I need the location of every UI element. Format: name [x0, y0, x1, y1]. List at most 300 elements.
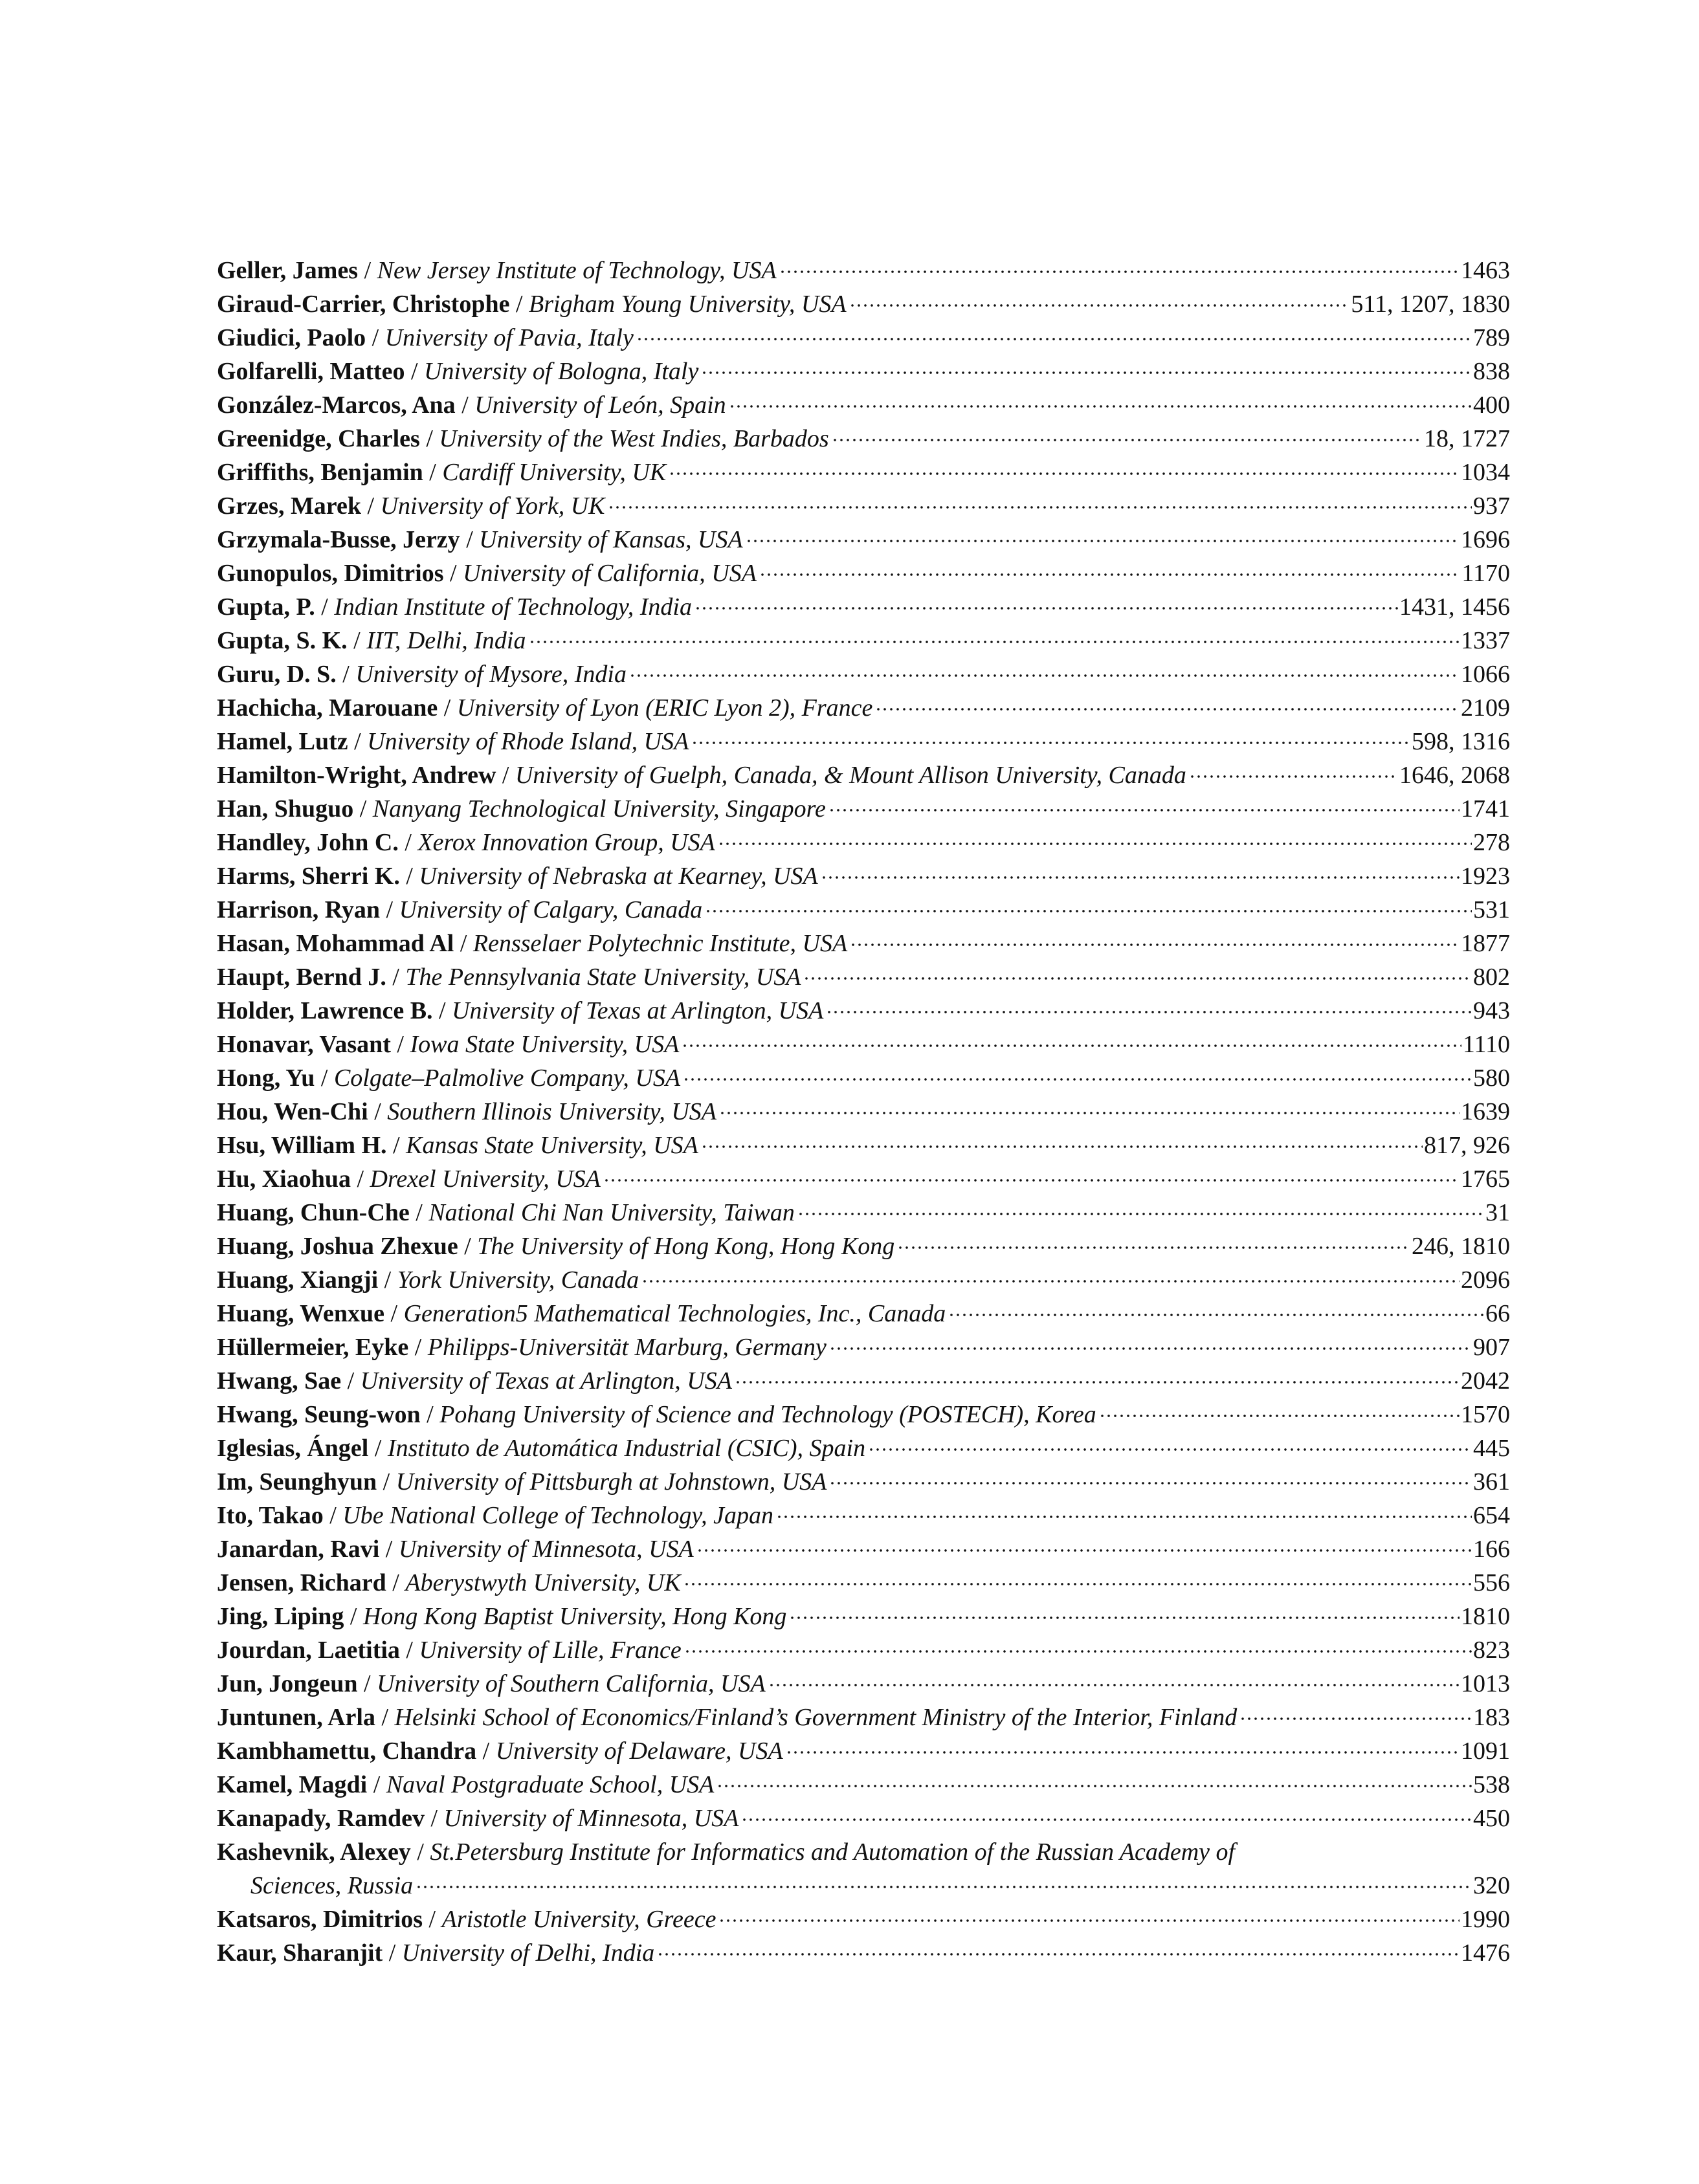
author-name: Gupta, P. [217, 593, 315, 621]
index-entry [217, 826, 1510, 859]
separator: / [374, 1098, 381, 1125]
page-numbers: 598, 1316 [1412, 728, 1510, 755]
author-index-list [217, 254, 1510, 1835]
index-entry [217, 1802, 1510, 1835]
author-name: Hüllermeier, Eyke [217, 1334, 409, 1361]
author-name: Grzymala-Busse, Jerzy [217, 526, 460, 553]
author-affiliation: IIT, Delhi, India [366, 627, 526, 654]
author-affiliation: University of California, USA [463, 560, 757, 587]
author-name: Huang, Xiangji [217, 1266, 379, 1294]
index-entry-line-1 [217, 1835, 1510, 1869]
page-numbers: 838 [1473, 358, 1510, 385]
leader-dots [657, 1952, 1460, 1957]
leader-dots [948, 1312, 1484, 1318]
page-numbers: 2042 [1461, 1367, 1510, 1395]
separator: / [464, 1233, 471, 1260]
separator: / [385, 1536, 393, 1563]
index-entry-kashevnik [217, 1835, 1510, 1903]
author-affiliation: Generation5 Mathematical Technologies, Inc., Canada [403, 1300, 946, 1327]
author-name: Hu, Xiaohua [217, 1165, 351, 1193]
author-affiliation: University of Nebraska at Kearney, USA [419, 863, 818, 890]
index-entry [217, 1734, 1510, 1768]
author-name: Katsaros, Dimitrios [217, 1906, 423, 1933]
page-numbers: 802 [1473, 964, 1510, 991]
leader-dots [1099, 1413, 1460, 1418]
index-entry [217, 1162, 1510, 1196]
author-name: Kanapady, Ramdev [217, 1805, 425, 1832]
index-entry [217, 388, 1510, 422]
author-name: Hou, Wen-Chi [217, 1098, 368, 1125]
author-name: Hachicha, Marouane [217, 694, 438, 722]
leader-dots [875, 707, 1460, 712]
separator: / [393, 1132, 400, 1159]
page-numbers: 1923 [1461, 863, 1510, 890]
author-name: Kambhamettu, Chandra [217, 1737, 477, 1765]
author-name: Haupt, Bernd J. [217, 964, 386, 991]
leader-dots [683, 1582, 1472, 1587]
page-numbers: 531 [1473, 896, 1510, 923]
leader-dots [718, 1918, 1460, 1923]
author-name: Han, Shuguo [217, 795, 354, 822]
leader-dots [746, 538, 1460, 544]
author-affiliation: Nanyang Technological University, Singapore [372, 795, 826, 822]
leader-dots [768, 1682, 1460, 1688]
page-numbers: 817, 926 [1424, 1132, 1510, 1159]
index-entry [217, 1903, 1510, 1936]
author-affiliation: Drexel University, USA [370, 1165, 601, 1193]
leader-dots [729, 404, 1472, 409]
leader-dots [897, 1245, 1410, 1250]
index-entry [217, 1667, 1510, 1701]
separator: / [364, 257, 372, 284]
separator: / [321, 593, 328, 621]
author-affiliation: Colgate–Palmolive Company, USA [333, 1064, 681, 1092]
index-entry [217, 1095, 1510, 1129]
author-affiliation: University of York, UK [380, 492, 605, 520]
page-numbers: 278 [1473, 829, 1510, 856]
author-affiliation: Helsinki School of Economics/Finland’s Government Ministry of the Interior, Finland [394, 1704, 1238, 1731]
page-numbers: 1646, 2068 [1399, 762, 1510, 789]
leader-dots [1239, 1716, 1472, 1721]
index-entry [217, 1600, 1510, 1633]
page-numbers: 943 [1473, 997, 1510, 1024]
page-numbers: 538 [1473, 1771, 1510, 1798]
leader-dots [797, 1211, 1484, 1217]
separator: / [426, 425, 433, 452]
page-numbers: 1110 [1462, 1031, 1510, 1058]
separator: / [392, 1569, 399, 1596]
separator: / [416, 1199, 423, 1226]
leader-dots [416, 1884, 1472, 1890]
page-numbers: 556 [1473, 1569, 1510, 1596]
leader-dots [682, 1043, 1461, 1048]
leader-dots [759, 572, 1460, 577]
separator: / [353, 627, 361, 654]
separator: / [347, 1367, 355, 1395]
author-name: Grzes, Marek [217, 492, 361, 520]
author-affiliation: University of Delaware, USA [495, 1737, 783, 1765]
separator: / [354, 728, 361, 755]
leader-dots [719, 1110, 1460, 1116]
leader-dots [829, 1346, 1472, 1351]
author-name: Greenidge, Charles [217, 425, 420, 452]
index-entry [217, 1028, 1510, 1061]
author-affiliation: Kansas State University, USA [406, 1132, 698, 1159]
author-name: Jensen, Richard [217, 1569, 386, 1596]
separator: / [381, 1704, 389, 1731]
leader-dots [701, 1144, 1423, 1149]
author-affiliation: Southern Illinois University, USA [387, 1098, 716, 1125]
author-name: Hamel, Lutz [217, 728, 348, 755]
leader-dots [691, 740, 1410, 745]
author-name: Geller, James [217, 257, 359, 284]
author-affiliation: University of Lille, France [419, 1637, 682, 1664]
separator: / [515, 291, 523, 318]
index-entry [217, 1431, 1510, 1465]
page-numbers: 1570 [1461, 1401, 1510, 1428]
page-numbers: 1810 [1461, 1603, 1510, 1630]
author-affiliation: Indian Institute of Technology, India [334, 593, 692, 621]
page-numbers: 1877 [1461, 930, 1510, 957]
separator: / [406, 863, 413, 890]
leader-dots [669, 471, 1460, 476]
leader-dots [701, 370, 1472, 375]
index-entry [217, 1566, 1510, 1600]
index-entry [217, 523, 1510, 557]
separator: / [461, 392, 469, 419]
index-entry [217, 557, 1510, 590]
separator: / [502, 762, 509, 789]
author-affiliation: University of Pavia, Italy [384, 324, 634, 351]
separator: / [357, 1165, 364, 1193]
separator: / [392, 964, 399, 991]
leader-dots [716, 1783, 1472, 1789]
leader-dots [850, 942, 1460, 947]
index-entry [217, 1465, 1510, 1499]
leader-dots [826, 1009, 1472, 1015]
author-affiliation: University of Texas at Arlington, USA [452, 997, 824, 1024]
page-numbers: 450 [1473, 1805, 1510, 1832]
separator: / [350, 1603, 357, 1630]
page-numbers: 1431, 1456 [1399, 593, 1510, 621]
page-numbers: 445 [1473, 1435, 1510, 1462]
index-entry [217, 691, 1510, 725]
author-affiliation: University of León, Spain [474, 392, 726, 419]
leader-dots [803, 976, 1472, 981]
author-name: Hamilton-Wright, Andrew [217, 762, 496, 789]
index-entry [217, 859, 1510, 893]
page-numbers: 361 [1473, 1468, 1510, 1495]
page-numbers: 1013 [1461, 1670, 1510, 1697]
separator: / [430, 1805, 438, 1832]
separator: / [386, 896, 394, 923]
leader-dots [821, 875, 1460, 880]
author-affiliation: University of Mysore, India [355, 661, 627, 688]
author-name: Janardan, Ravi [217, 1536, 380, 1563]
author-name: Giraud-Carrier, Christophe [217, 291, 510, 318]
page-numbers: 400 [1473, 392, 1510, 419]
author-affiliation: National Chi Nan University, Taiwan [428, 1199, 795, 1226]
page-numbers: 511, 1207, 1830 [1351, 291, 1510, 318]
author-index-page [217, 254, 1510, 1970]
page-numbers: 654 [1473, 1502, 1510, 1529]
page-numbers: 580 [1473, 1064, 1510, 1092]
separator: / [466, 526, 473, 553]
separator: / [373, 1771, 381, 1798]
author-name: Jourdan, Laetitia [217, 1637, 400, 1664]
index-entry [217, 1230, 1510, 1263]
author-affiliation: Ube National College of Technology, Japan [342, 1502, 773, 1529]
index-entry [217, 254, 1510, 287]
page-numbers: 907 [1473, 1334, 1510, 1361]
author-name: Honavar, Vasant [217, 1031, 391, 1058]
author-affiliation: Iowa State University, USA [410, 1031, 680, 1058]
page-numbers: 1066 [1461, 661, 1510, 688]
leader-dots [718, 841, 1472, 846]
author-name: Huang, Chun-Che [217, 1199, 410, 1226]
author-affiliation: University of Pittsburgh at Johnstown, USA [395, 1468, 827, 1495]
author-affiliation: University of Delhi, India [401, 1939, 655, 1967]
author-name: Im, Seunghyun [217, 1468, 377, 1495]
page-numbers: 1091 [1461, 1737, 1510, 1765]
leader-dots [684, 1649, 1472, 1654]
author-index-list-tail [217, 1903, 1510, 1970]
page-numbers: 1639 [1461, 1098, 1510, 1125]
page-numbers: 166 [1473, 1536, 1510, 1563]
author-affiliation: Philipps-Universität Marburg, Germany [427, 1334, 827, 1361]
author-name: Gunopulos, Dimitrios [217, 560, 444, 587]
separator: / [406, 1637, 413, 1664]
separator: / [405, 829, 412, 856]
leader-dots [849, 303, 1350, 308]
page-numbers: 1170 [1461, 560, 1510, 587]
index-entry [217, 1633, 1510, 1667]
author-name: Jun, Jongeun [217, 1670, 358, 1697]
separator: / [329, 1502, 337, 1529]
index-entry [217, 321, 1510, 355]
leader-dots [694, 606, 1398, 611]
author-affiliation: Rensselaer Polytechnic Institute, USA [472, 930, 848, 957]
index-entry [217, 1297, 1510, 1330]
leader-dots [832, 437, 1423, 443]
page-numbers: 246, 1810 [1412, 1233, 1510, 1260]
author-name: Guru, D. S. [217, 661, 337, 688]
author-name: Gupta, S. K. [217, 627, 348, 654]
index-entry-line-2 [217, 1869, 1510, 1903]
author-name: Huang, Wenxue [217, 1300, 385, 1327]
author-name: Hwang, Seung-won [217, 1401, 421, 1428]
separator: / [429, 459, 436, 486]
leader-dots [868, 1447, 1472, 1452]
author-affiliation: University of Guelph, Canada, & Mount Allison University, Canada [515, 762, 1186, 789]
separator: / [411, 358, 418, 385]
author-name: Hsu, William H. [217, 1132, 387, 1159]
separator: / [367, 492, 375, 520]
author-affiliation: Naval Postgraduate School, USA [386, 1771, 715, 1798]
page-numbers: 1476 [1461, 1939, 1510, 1967]
page-numbers: 789 [1473, 324, 1510, 351]
separator: / [342, 661, 350, 688]
author-affiliation: University of Rhode Island, USA [367, 728, 689, 755]
page-numbers: 1765 [1461, 1165, 1510, 1193]
author-name: González-Marcos, Ana [217, 392, 456, 419]
index-entry [217, 1330, 1510, 1364]
index-entry [217, 927, 1510, 960]
author-affiliation: University of Texas at Arlington, USA [360, 1367, 732, 1395]
index-entry [217, 287, 1510, 321]
index-entry [217, 792, 1510, 826]
page-numbers: 1741 [1461, 795, 1510, 822]
author-name: Ito, Takao [217, 1502, 324, 1529]
author-name: Griffiths, Benjamin [217, 459, 423, 486]
author-affiliation: University of Minnesota, USA [443, 1805, 739, 1832]
page-numbers: 18, 1727 [1424, 425, 1510, 452]
author-name: Iglesias, Ángel [217, 1435, 369, 1462]
index-entry [217, 355, 1510, 388]
page-numbers: 1990 [1461, 1906, 1510, 1933]
author-affiliation: University of Lyon (ERIC Lyon 2), France [456, 694, 873, 722]
author-affiliation: New Jersey Institute of Technology, USA [377, 257, 777, 284]
author-affiliation: University of the West Indies, Barbados [439, 425, 829, 452]
index-entry [217, 893, 1510, 927]
separator: / [374, 1435, 382, 1462]
separator: / [388, 1939, 396, 1967]
index-entry [217, 456, 1510, 489]
separator: / [460, 930, 467, 957]
leader-dots [829, 1481, 1472, 1486]
author-name: Golfarelli, Matteo [217, 358, 405, 385]
author-affiliation: Pohang University of Science and Technology (POSTECH), Korea [439, 1401, 1096, 1428]
separator: / [482, 1737, 490, 1765]
leader-dots [786, 1750, 1460, 1755]
leader-dots [776, 1514, 1472, 1519]
index-entry [217, 1701, 1510, 1734]
author-name: Harrison, Ryan [217, 896, 381, 923]
index-entry [217, 1364, 1510, 1398]
index-entry [217, 1936, 1510, 1970]
index-entry [217, 725, 1510, 758]
leader-dots [789, 1615, 1460, 1620]
index-entry [217, 657, 1510, 691]
page-numbers: 1034 [1461, 459, 1510, 486]
leader-dots [828, 808, 1460, 813]
separator: / [417, 1838, 424, 1866]
index-entry [217, 994, 1510, 1028]
leader-dots [683, 1077, 1472, 1082]
index-entry [217, 624, 1510, 657]
author-affiliation: Instituto de Automática Industrial (CSIC), Spain [387, 1435, 866, 1462]
leader-dots [608, 505, 1472, 510]
author-name: Hwang, Sae [217, 1367, 342, 1395]
index-entry [217, 758, 1510, 792]
author-name: Kaur, Sharanjit [217, 1939, 383, 1967]
separator: / [428, 1906, 436, 1933]
author-name: Huang, Joshua Zhexue [217, 1233, 458, 1260]
leader-dots [603, 1178, 1460, 1183]
page-numbers: 1696 [1461, 526, 1510, 553]
author-name: Juntunen, Arla [217, 1704, 375, 1731]
index-entry [217, 489, 1510, 523]
author-name: Hong, Yu [217, 1064, 315, 1092]
author-affiliation: The Pennsylvania State University, USA [405, 964, 801, 991]
author-affiliation: Hong Kong Baptist University, Hong Kong [362, 1603, 787, 1630]
author-name: Handley, John C. [217, 829, 399, 856]
separator: / [450, 560, 457, 587]
leader-dots [636, 336, 1472, 342]
leader-dots [696, 1548, 1472, 1553]
leader-dots [1189, 774, 1398, 779]
separator: / [359, 795, 367, 822]
index-entry [217, 960, 1510, 994]
author-name: Hasan, Mohammad Al [217, 930, 454, 957]
index-entry [217, 1061, 1510, 1095]
page-numbers: 66 [1485, 1300, 1510, 1327]
page-numbers: 937 [1473, 492, 1510, 520]
page-numbers: 1463 [1461, 257, 1510, 284]
author-affiliation: University of Minnesota, USA [398, 1536, 694, 1563]
separator: / [364, 1670, 371, 1697]
separator: / [320, 1064, 328, 1092]
separator: / [383, 1468, 390, 1495]
leader-dots [735, 1380, 1460, 1385]
author-affiliation: Aberystwyth University, UK [405, 1569, 681, 1596]
page-numbers: 823 [1473, 1637, 1510, 1664]
author-affiliation-continued: Sciences, Russia [250, 1872, 414, 1899]
separator: / [384, 1266, 392, 1294]
index-entry [217, 1532, 1510, 1566]
separator: / [427, 1401, 434, 1428]
index-entry [217, 1768, 1510, 1802]
page-numbers: 2096 [1461, 1266, 1510, 1294]
author-affiliation: Xerox Innovation Group, USA [417, 829, 715, 856]
author-name: Harms, Sherri K. [217, 863, 400, 890]
leader-dots [529, 639, 1460, 645]
separator: / [390, 1300, 398, 1327]
page-numbers: 31 [1485, 1199, 1510, 1226]
leader-dots [641, 1279, 1460, 1284]
author-affiliation: University of Southern California, USA [377, 1670, 766, 1697]
author-affiliation: University of Calgary, Canada [399, 896, 703, 923]
author-affiliation: University of Bologna, Italy [424, 358, 699, 385]
leader-dots [629, 673, 1460, 678]
separator: / [372, 324, 379, 351]
author-affiliation: York University, Canada [397, 1266, 639, 1294]
author-affiliation: Cardiff University, UK [442, 459, 667, 486]
author-name: Holder, Lawrence B. [217, 997, 433, 1024]
separator: / [443, 694, 451, 722]
separator: / [397, 1031, 404, 1058]
author-name: Kashevnik, Alexey [217, 1838, 411, 1866]
index-entry [217, 1398, 1510, 1431]
leader-dots [779, 269, 1460, 274]
author-name: Kamel, Magdi [217, 1771, 368, 1798]
index-entry [217, 1129, 1510, 1162]
index-entry [217, 422, 1510, 456]
separator: / [414, 1334, 422, 1361]
author-name: Jing, Liping [217, 1603, 344, 1630]
author-affiliation: The University of Hong Kong, Hong Kong [477, 1233, 895, 1260]
index-entry [217, 1196, 1510, 1230]
leader-dots [741, 1817, 1472, 1822]
index-entry [217, 1263, 1510, 1297]
author-affiliation: St.Petersburg Institute for Informatics and Automation of the Russian Academy of [430, 1838, 1236, 1866]
leader-dots [705, 909, 1472, 914]
page-numbers: 1337 [1461, 627, 1510, 654]
page-numbers: 2109 [1461, 694, 1510, 722]
author-affiliation: Aristotle University, Greece [441, 1906, 716, 1933]
page-numbers: 320 [1473, 1872, 1510, 1899]
page-numbers: 183 [1473, 1704, 1510, 1731]
